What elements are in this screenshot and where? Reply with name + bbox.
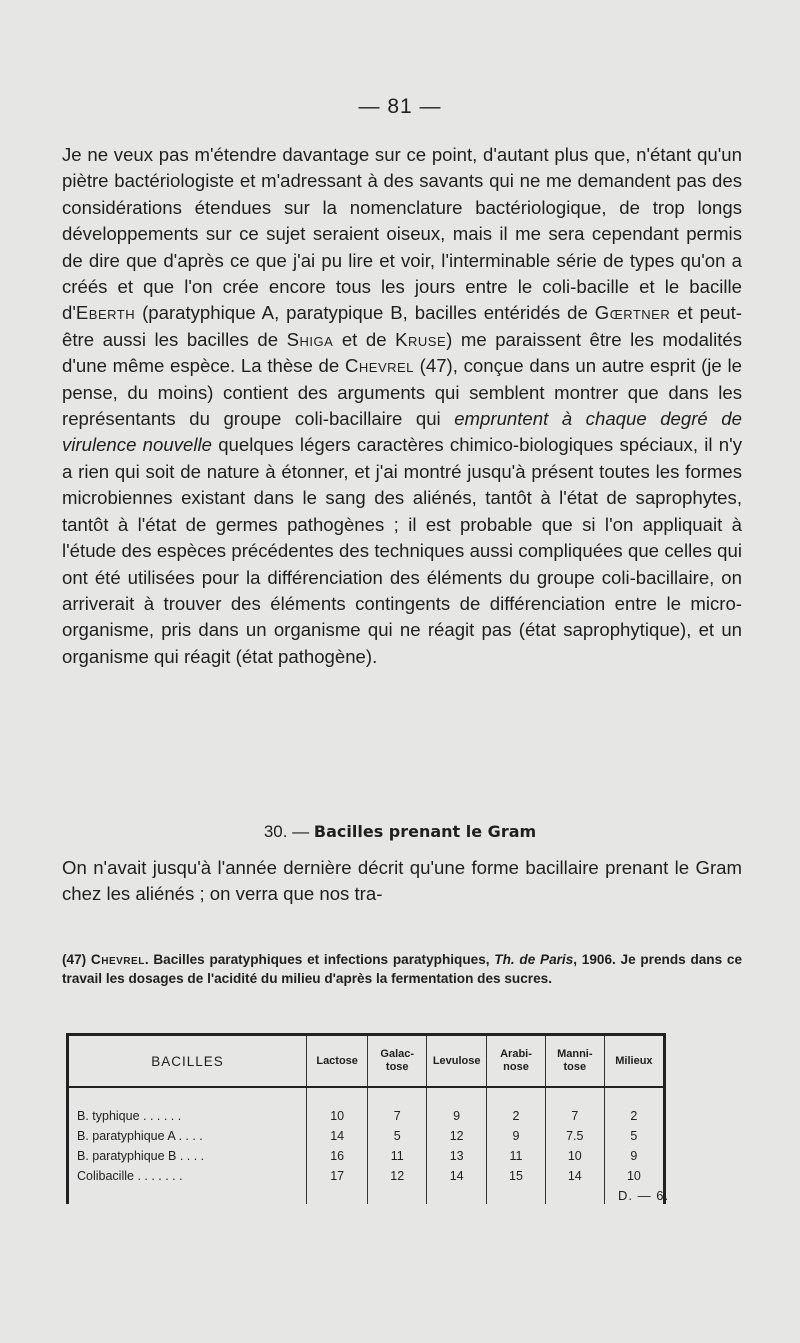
table-cell: 7 bbox=[545, 1106, 604, 1126]
table-cell: 2 bbox=[604, 1106, 664, 1126]
table-cell: 5 bbox=[368, 1126, 427, 1146]
column-header: BACILLES bbox=[68, 1035, 307, 1088]
author-name: Shiga bbox=[286, 328, 334, 350]
table-cell: 14 bbox=[427, 1166, 487, 1186]
table-cell: 10 bbox=[306, 1106, 367, 1126]
table-cell: 16 bbox=[306, 1146, 367, 1166]
table-cell: 10 bbox=[545, 1146, 604, 1166]
table-cell: 2 bbox=[487, 1106, 546, 1126]
table-cell: 9 bbox=[487, 1126, 546, 1146]
table-cell: B. typhique . . . . . . bbox=[68, 1106, 307, 1126]
author-name: Gœrtner bbox=[594, 302, 671, 324]
table-row bbox=[68, 1166, 665, 1186]
table-cell: 11 bbox=[487, 1146, 546, 1166]
table-cell: 5 bbox=[604, 1126, 664, 1146]
italic-phrase: empruntent à chaque degré de virulence nouvelle bbox=[62, 408, 742, 456]
table-cell: 9 bbox=[427, 1106, 487, 1126]
column-header: Arabi- nose bbox=[487, 1035, 546, 1088]
table-row bbox=[68, 1146, 665, 1166]
section-number: 30. — bbox=[263, 822, 314, 841]
column-header: Levulose bbox=[427, 1035, 487, 1088]
table-cell: 7 bbox=[368, 1106, 427, 1126]
table-cell: 7.5 bbox=[545, 1126, 604, 1146]
table-cell: 17 bbox=[306, 1166, 367, 1186]
table-cell: 14 bbox=[545, 1166, 604, 1186]
table-cell: 13 bbox=[427, 1146, 487, 1166]
column-header: Milieux bbox=[604, 1035, 664, 1088]
table-cell: B. paratyphique B . . . . bbox=[68, 1146, 307, 1166]
signature-mark: D. — 6. bbox=[618, 1188, 670, 1203]
table-cell: 14 bbox=[306, 1126, 367, 1146]
author-name: Kruse bbox=[395, 328, 447, 350]
column-header: Lactose bbox=[306, 1035, 367, 1088]
table-cell: 12 bbox=[368, 1166, 427, 1186]
section-title: Bacilles prenant le Gram bbox=[313, 822, 537, 841]
paragraph-1: Je ne veux pas m'étendre davantage sur ce point, d'autant plus que, n'étant qu'un piètre bactériologiste et m'adressant à des savants qui ne me demandent pas des considérations étendues sur la nomenclature bactériologique, de trop longs développements sur ce sujet seraient oiseux, mais il me sera cependant permis de dire que d'après ce que j'ai pu lire et voir, l'interminable série de types qu'on a créés et que l'on crée encore tous les jours entre le coli-bacille et le bacille d'Eberth (paratyphique A, paratypique B, bacilles entéridés de Gœrtner et peut-être aussi les bacilles de Shiga et de Kruse) me paraissent être les modalités d'une même espèce. La thèse de Chevrel (47), conçue dans un autre esprit (je le pense, du moins) contient des arguments qui semblent montrer que dans les représentants du groupe coli-bacillaire qui empruntent à chaque degré de virulence nouvelle quelques légers caractères chimico-biologiques spéciaux, il n'y a rien qui soit de nature à étonner, et j'ai montré jusqu'à présent toutes les formes microbiennes existant dans le sang des aliénés, tantôt à l'état de saprophytes, tantôt à l'état de germes pathogènes ; il est probable que si l'on appliquait à l'étude des espèces précédentes des techniques aussi compliquées que celles qui ont été utilisées pour la différenciation des éléments du groupe coli-bacillaire, on arriverait à trouver des éléments contingents de différenciation entre le micro-organisme, pris dans un organisme qui ne réagit pas (état saprophytique), et un organisme qui réagit (état pathogène). bbox=[62, 144, 743, 667]
section-heading bbox=[0, 822, 800, 842]
table-cell: 12 bbox=[427, 1126, 487, 1146]
table-cell: 10 bbox=[604, 1166, 664, 1186]
column-header: Manni- tose bbox=[545, 1035, 604, 1088]
table-header-row bbox=[68, 1035, 665, 1088]
table-cell: 9 bbox=[604, 1146, 664, 1166]
table-cell: 15 bbox=[487, 1166, 546, 1186]
table-row bbox=[68, 1106, 665, 1126]
paragraph-2: On n'avait jusqu'à l'année dernière décrit qu'une forme bacillaire prenant le Gram chez les aliénés ; on verra que nos tra- bbox=[62, 857, 742, 905]
sugar-fermentation-table bbox=[66, 1033, 666, 1204]
footnote: (47) Chevrel. Bacilles paratyphiques et infections paratyphiques, Th. de Paris, 1906. Je prends dans ce travail les dosages de l'acidité du milieu d'après la fermentation des sucres. bbox=[62, 952, 743, 986]
author-name: Chevrel bbox=[344, 355, 414, 377]
author-name: Eberth bbox=[75, 302, 136, 324]
table-cell: Colibacille . . . . . . . bbox=[68, 1166, 307, 1186]
column-header: Galac- tose bbox=[368, 1035, 427, 1088]
table-row bbox=[68, 1126, 665, 1146]
table-cell: 11 bbox=[368, 1146, 427, 1166]
page-number: — 81 — bbox=[358, 95, 442, 118]
table-cell: B. paratyphique A . . . . bbox=[68, 1126, 307, 1146]
